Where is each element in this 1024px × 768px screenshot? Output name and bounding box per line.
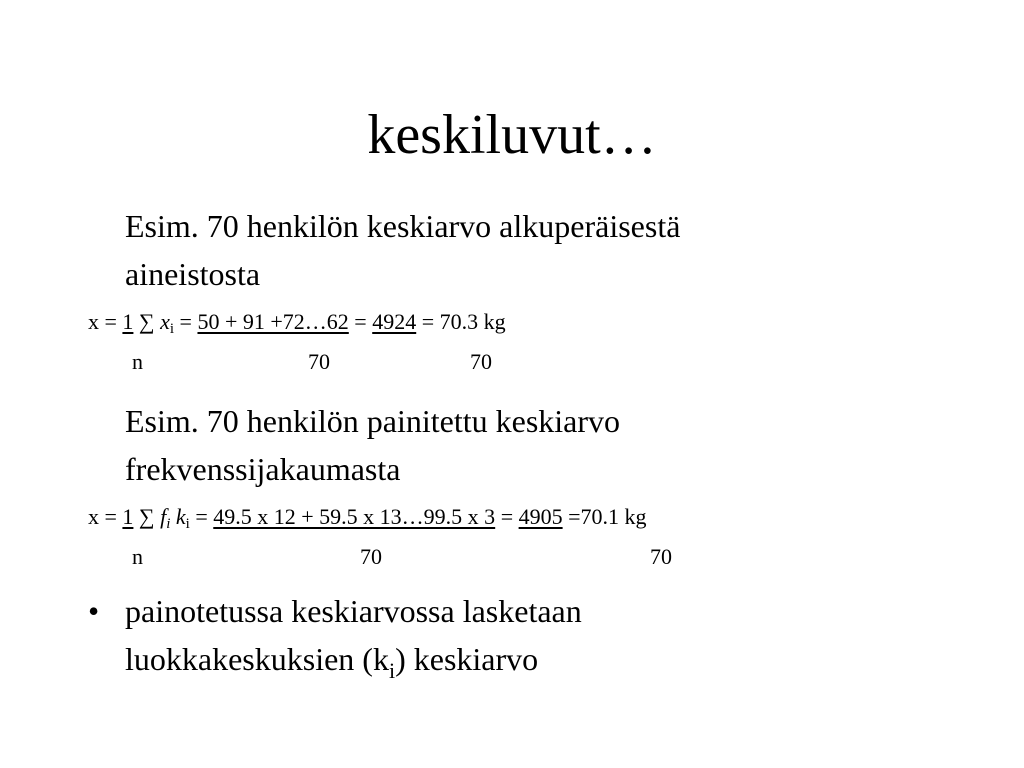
- equals-sign: =: [500, 504, 514, 529]
- example1-line2: aineistosta: [125, 256, 261, 292]
- equals-sign: =: [195, 504, 208, 529]
- variable-x: x: [160, 309, 170, 334]
- example2-line1: Esim. 70 henkilön painitettu keskiarvo: [125, 403, 621, 439]
- example2-formula: [88, 503, 647, 538]
- formula-result: = 70.3 kg: [421, 309, 506, 334]
- sum-numerator: 50 + 91 +72…62: [197, 309, 349, 334]
- subscript-i: i: [166, 516, 171, 532]
- denominator-70: 70: [308, 349, 330, 374]
- bullet-line2-text: luokkakeskuksien (k: [125, 641, 389, 677]
- weighted-total: 4905: [518, 504, 563, 529]
- equals-sign: =: [104, 309, 117, 334]
- equals-sign: =: [104, 504, 117, 529]
- fraction-numerator-one: 1: [122, 504, 134, 529]
- bullet-line1: painotetussa keskiarvossa lasketaan: [125, 593, 582, 629]
- slide-title: keskiluvut…: [367, 104, 657, 166]
- example2-line2: frekvenssijakaumasta: [125, 451, 401, 487]
- bullet-line2: [125, 635, 538, 695]
- formula-result: =70.1 kg: [568, 504, 647, 529]
- denominator-n: n: [132, 544, 143, 569]
- sum-symbol: ∑: [138, 309, 155, 334]
- denominator-n: n: [132, 349, 143, 374]
- denominator-70: 70: [650, 544, 672, 569]
- equals-sign: =: [179, 309, 192, 334]
- bullet-marker: •: [88, 593, 100, 629]
- weighted-numerator: 49.5 x 12 + 59.5 x 13…99.5 x 3: [213, 504, 496, 529]
- sum-total: 4924: [372, 309, 417, 334]
- mean-symbol: x: [88, 504, 99, 529]
- mean-symbol: x: [88, 309, 99, 334]
- denominator-70: 70: [470, 349, 492, 374]
- sum-symbol: ∑: [138, 504, 155, 529]
- variable-k: k: [175, 504, 186, 529]
- denominator-70: 70: [360, 544, 382, 569]
- subscript-i: i: [169, 321, 175, 337]
- example1-line1: Esim. 70 henkilön keskiarvo alkuperäisestä: [125, 208, 681, 244]
- variable-f: f: [160, 504, 167, 529]
- example1-formula: [88, 308, 506, 343]
- fraction-numerator-one: 1: [122, 309, 134, 334]
- subscript-i: i: [388, 658, 396, 683]
- bullet-line2-end: ) keskiarvo: [395, 641, 539, 677]
- subscript-i: i: [185, 516, 190, 532]
- equals-sign: =: [354, 309, 367, 334]
